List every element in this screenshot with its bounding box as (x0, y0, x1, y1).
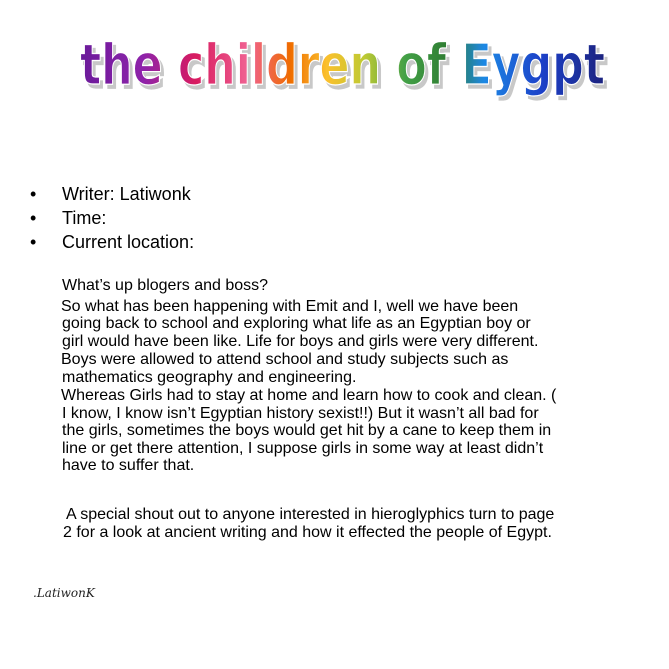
text-line: girl would have been like. Life for boys and girls were very different. (62, 332, 539, 350)
bullet-time (28, 206, 194, 230)
bullet-time-text: Time: (62, 208, 107, 228)
blog-body (61, 277, 631, 476)
info-bullet-list (28, 182, 194, 254)
paragraph-girls (61, 387, 631, 475)
author-signature: .LatiwonK (33, 586, 95, 600)
text-line: 2 for a look at ancient writing and how it effected the people of Egypt. (63, 524, 552, 541)
greeting (61, 277, 631, 295)
text-line: going back to school and exploring what life as an Egyptian boy or (62, 315, 531, 332)
greeting-line: What’s up blogers and boss? (62, 277, 269, 294)
bullet-writer-text: Writer: Latiwonk (62, 184, 191, 204)
bullet-location-text: Current location: (62, 232, 195, 252)
text-line: I know, I know isn’t Egyptian history sexist!!) But it wasn’t all bad for (62, 404, 539, 422)
text-line: A special shout out to anyone interested in hieroglyphics turn to page (66, 506, 555, 523)
title-text: the children of Eygpt (80, 33, 605, 98)
paragraph-intro (61, 298, 631, 351)
bullet-icon: • (30, 208, 37, 228)
text-line: mathematics geography and engineering. (62, 368, 357, 386)
text-line: Boys were allowed to attend school and study subjects such as (61, 351, 509, 368)
bullet-icon: • (30, 232, 37, 252)
shout-out-paragraph (63, 506, 643, 542)
text-line: have to suffer that. (62, 457, 195, 474)
bullet-location (28, 230, 194, 254)
text-line: So what has been happening with Emit and I, well we have been (61, 297, 519, 315)
text-line: Whereas Girls had to stay at home and learn how to cook and clean. ( (61, 387, 557, 404)
text-line: the girls, sometimes the boys would get hit by a cane to keep them in (62, 422, 552, 439)
bullet-writer (28, 182, 194, 206)
paragraph-boys (61, 351, 631, 386)
bullet-icon: • (30, 184, 37, 204)
page-title (60, 22, 620, 112)
text-line: line or get there attention, I suppose girls in some way at least didn’t (62, 439, 544, 457)
